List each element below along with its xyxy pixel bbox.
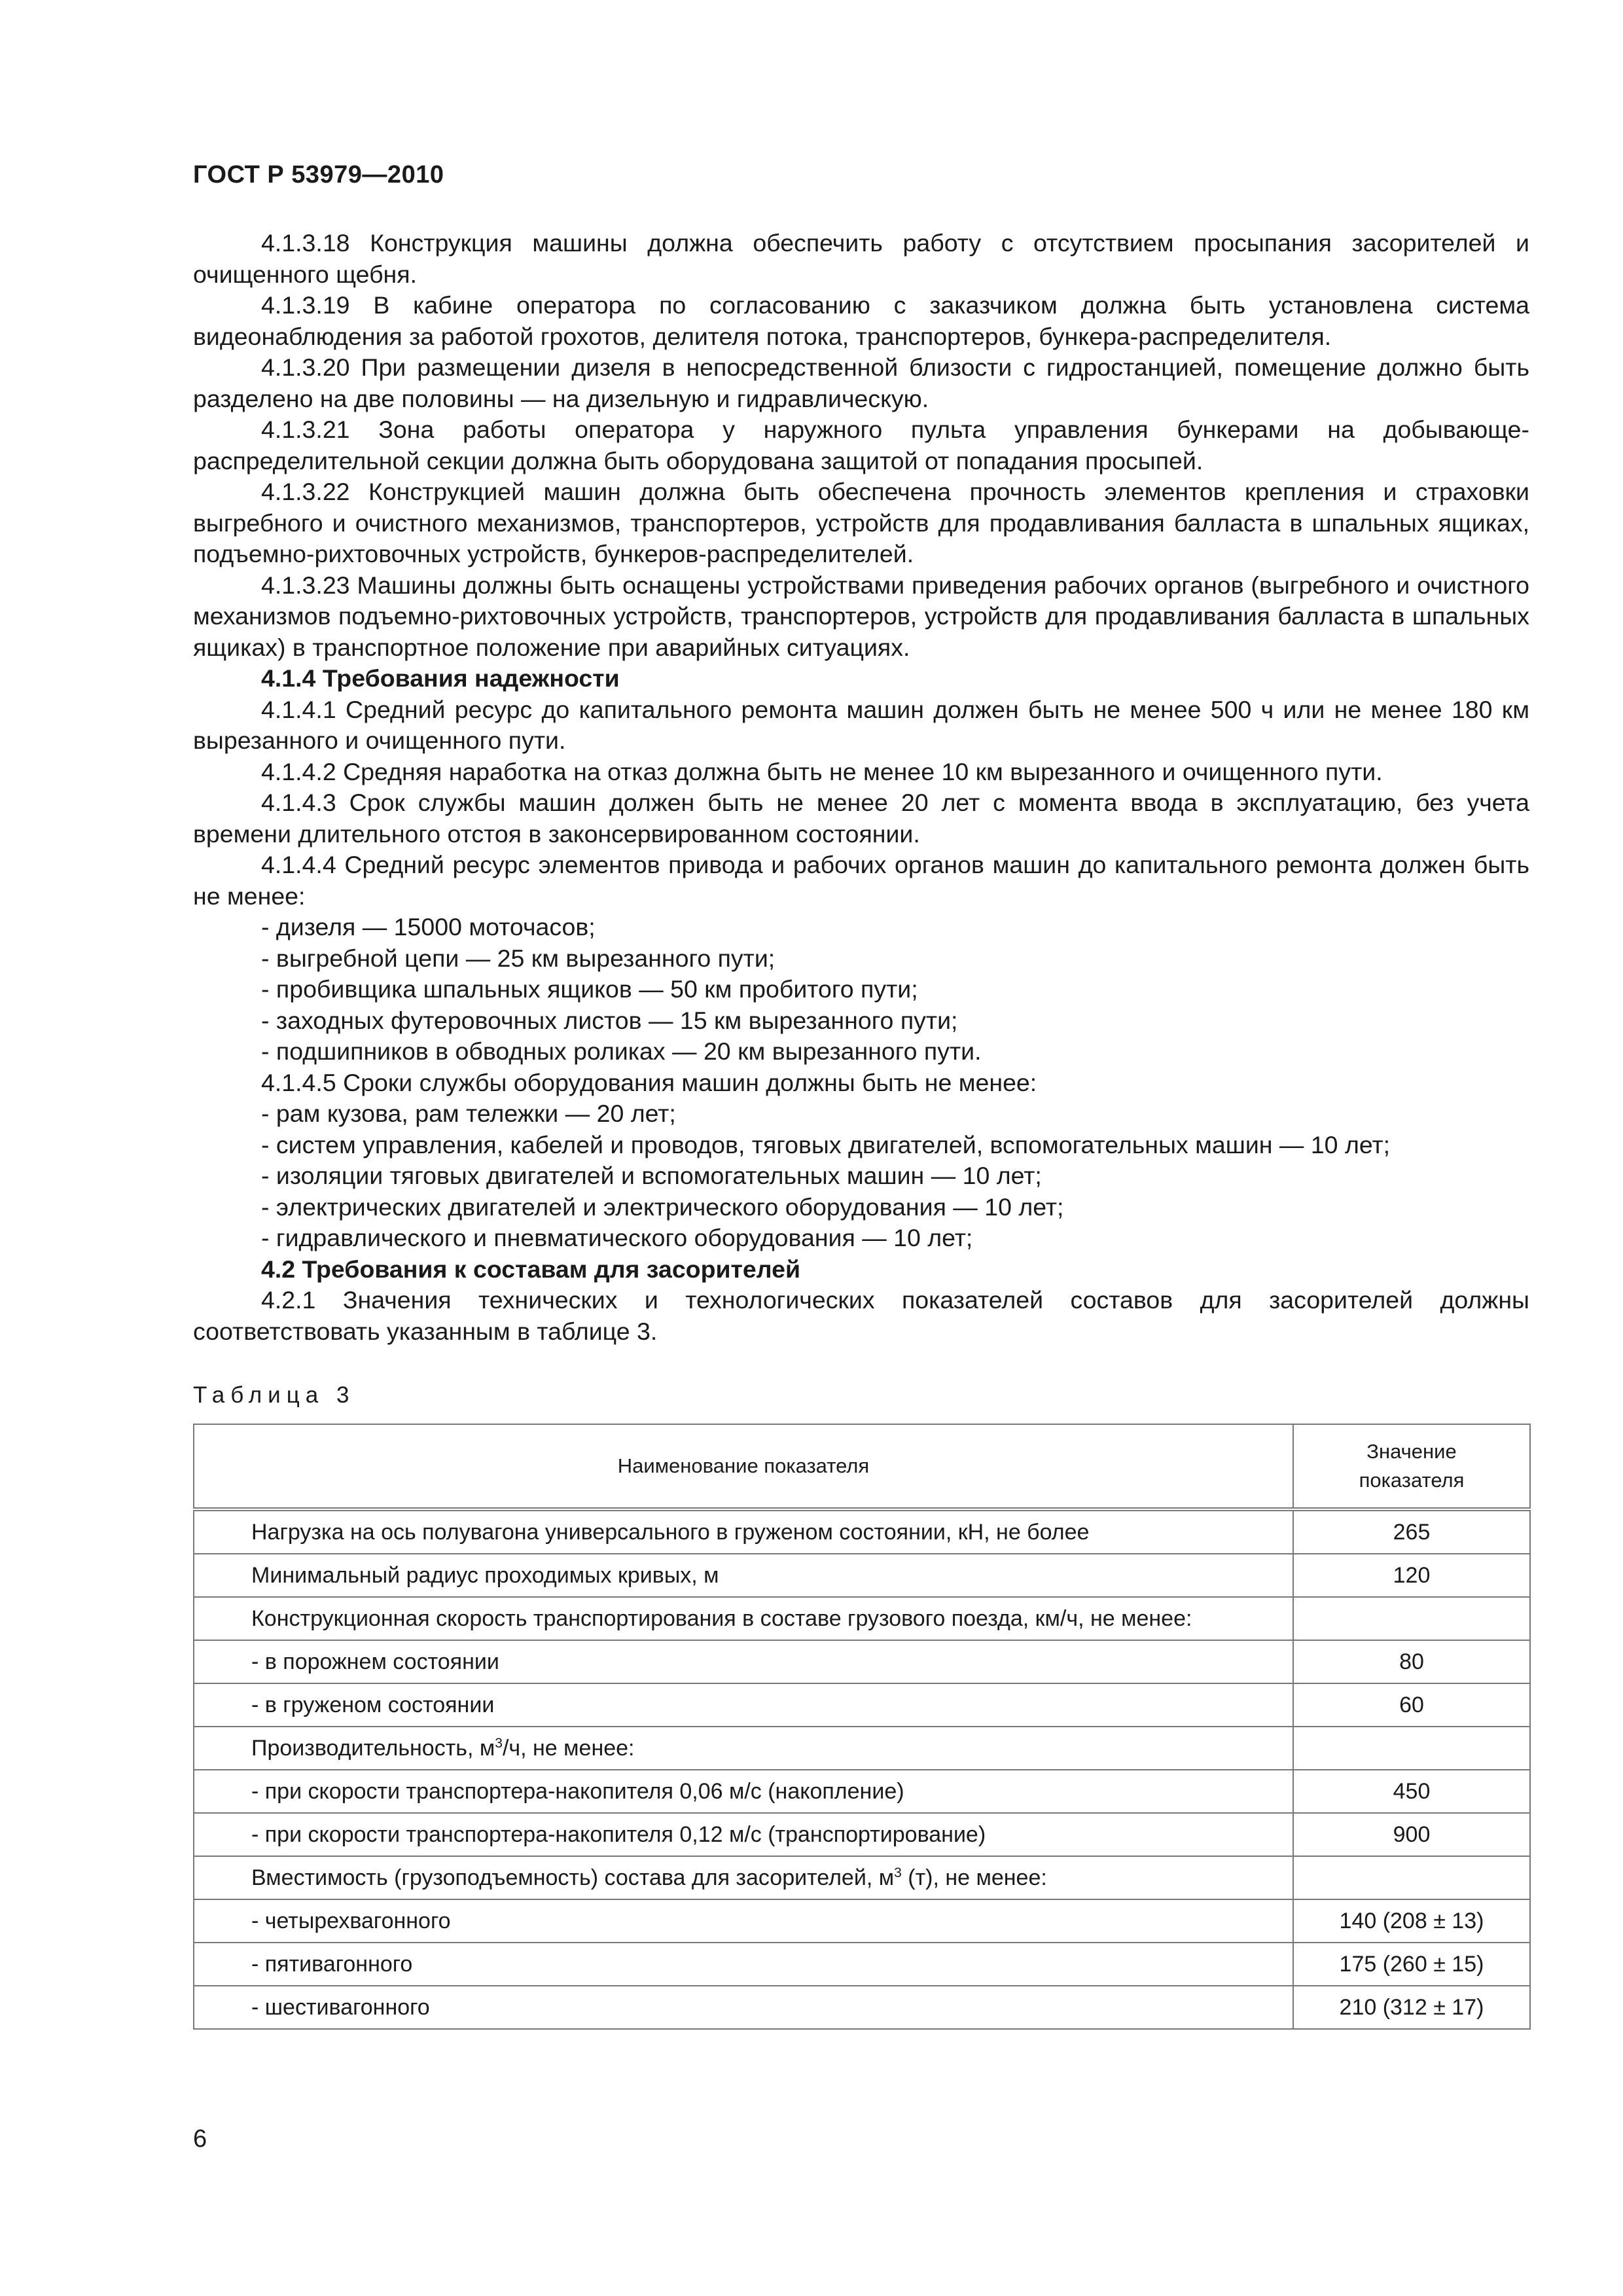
paragraph-4-1-4-3: 4.1.4.3 Срок службы машин должен быть не менее 20 лет с момента ввода в эксплуатацию, без учета времени длительного отстоя в законсервированном состоянии.	[193, 789, 1529, 848]
table-row	[194, 1509, 1530, 1554]
table-cell-name: - при скорости транспортера-накопителя 0,06 м/с (накопление)	[194, 1770, 1293, 1813]
table-row	[194, 1597, 1530, 1640]
table-cell-value: 140 (208 ± 13)	[1293, 1899, 1530, 1943]
column-header-value	[1293, 1424, 1530, 1509]
column-header-value-text: Значение показателя	[1359, 1440, 1465, 1492]
table-row	[194, 1856, 1530, 1899]
table-cell-value: 265	[1293, 1509, 1530, 1554]
document-header: ГОСТ Р 53979—2010	[193, 161, 444, 188]
list-item: - гидравлического и пневматического оборудования — 10 лет;	[261, 1224, 973, 1251]
section-heading-4-1-4: 4.1.4 Требования надежности	[261, 664, 620, 692]
list-item: - электрических двигателей и электрического оборудования — 10 лет;	[261, 1193, 1064, 1221]
table-cell-name: Минимальный радиус проходимых кривых, м	[194, 1554, 1293, 1597]
paragraph-4-1-3-20: 4.1.3.20 При размещении дизеля в непосредственной близости с гидростанцией, помещение должно быть разделено на две половины — на дизельную и гидравлическую.	[193, 353, 1529, 412]
superscript-3: 3	[894, 1865, 902, 1880]
page-number: 6	[193, 2125, 207, 2153]
table-cell-name: Конструкционная скорость транспортирования в составе грузового поезда, км/ч, не менее:	[194, 1597, 1293, 1640]
table-row	[194, 1899, 1530, 1943]
table-cell-value: 60	[1293, 1683, 1530, 1727]
cell-text-before-sup: Производительность, м	[251, 1735, 495, 1761]
table-row	[194, 1683, 1530, 1727]
superscript-3: 3	[495, 1735, 503, 1751]
column-header-name: Наименование показателя	[194, 1424, 1293, 1509]
table-cell-value: 80	[1293, 1640, 1530, 1683]
table-row	[194, 1770, 1530, 1813]
table-cell-name: - в груженом состоянии	[194, 1683, 1293, 1727]
table-cell-name	[194, 1856, 1293, 1899]
table-cell-value: 900	[1293, 1813, 1530, 1856]
table-cell-name: - четырехвагонного	[194, 1899, 1293, 1943]
table-row	[194, 1554, 1530, 1597]
table-cell-name: - в порожнем состоянии	[194, 1640, 1293, 1683]
body-text	[193, 228, 1529, 1347]
table-cell-value	[1293, 1597, 1530, 1640]
cell-text-before-sup: Вместимость (грузоподъемность) состава для засорителей, м	[251, 1865, 895, 1890]
paragraph-4-1-3-19: 4.1.3.19 В кабине оператора по согласованию с заказчиком должна быть установлена система видеонаблюдения за работой грохотов, делителя потока, транспортеров, бункера-распределителя.	[193, 291, 1529, 350]
list-item: - дизеля — 15000 моточасов;	[261, 913, 596, 941]
table-row	[194, 1986, 1530, 2029]
table-cell-name	[194, 1727, 1293, 1770]
table-cell-name: - шестивагонного	[194, 1986, 1293, 2029]
list-item: - заходных футеровочных листов — 15 км вырезанного пути;	[261, 1006, 958, 1034]
table-header-row	[194, 1424, 1530, 1509]
list-item: - пробивщика шпальных ящиков — 50 км пробитого пути;	[261, 975, 918, 1003]
paragraph-4-1-4-1: 4.1.4.1 Средний ресурс до капитального ремонта машин должен быть не менее 500 ч или не менее 180 км вырезанного и очищенного пути.	[193, 695, 1529, 754]
paragraph-4-1-3-22: 4.1.3.22 Конструкцией машин должна быть обеспечена прочность элементов крепления и страховки выгребного и очистного механизмов, транспортеров, устройств для продавливания балласта в шпальных ящиках, подъемно-рихтовочных устройств, бункеров-распределителей.	[193, 478, 1529, 567]
table-cell-value: 175 (260 ± 15)	[1293, 1943, 1530, 1986]
paragraph-4-1-3-21: 4.1.3.21 Зона работы оператора у наружного пульта управления бункерами на добывающе-распределительной секции должна быть оборудована защитой от попадания просыпей.	[193, 416, 1529, 475]
table-row	[194, 1727, 1530, 1770]
table-row	[194, 1640, 1530, 1683]
paragraph-4-1-3-23: 4.1.3.23 Машины должны быть оснащены устройствами приведения рабочих органов (выгребного и очистного механизмов подъемно-рихтовочных устройств, транспортеров, устройств для продавливания балласта в шпальных ящиках) в транспортное положение при аварийных ситуациях.	[193, 571, 1529, 661]
table-row	[194, 1813, 1530, 1856]
cell-text-after-sup: (т), не менее:	[901, 1865, 1047, 1890]
table-cell-name: - при скорости транспортера-накопителя 0,12 м/с (транспортирование)	[194, 1813, 1293, 1856]
section-heading-4-2: 4.2 Требования к составам для засорителей	[261, 1255, 800, 1283]
table-cell-name: Нагрузка на ось полувагона универсального в груженом состоянии, кН, не более	[194, 1509, 1293, 1554]
table-caption: Таблица 3	[193, 1382, 355, 1408]
list-item: - подшипников в обводных роликах — 20 км вырезанного пути.	[261, 1037, 982, 1065]
list-item: - изоляции тяговых двигателей и вспомогательных машин — 10 лет;	[261, 1162, 1042, 1189]
list-item: - рам кузова, рам тележки — 20 лет;	[261, 1100, 676, 1127]
list-item: - систем управления, кабелей и проводов, тяговых двигателей, вспомогательных машин — 10 лет;	[261, 1130, 1391, 1158]
table-row	[194, 1943, 1530, 1986]
table-cell-value: 450	[1293, 1770, 1530, 1813]
table-cell-value	[1293, 1856, 1530, 1899]
table-cell-value: 210 (312 ± 17)	[1293, 1986, 1530, 2029]
cell-text-after-sup: /ч, не менее:	[502, 1735, 635, 1761]
paragraph-4-1-4-4: 4.1.4.4 Средний ресурс элементов привода и рабочих органов машин до капитального ремонта должен быть не менее:	[193, 851, 1529, 910]
table-cell-value: 120	[1293, 1554, 1530, 1597]
table-cell-name: - пятивагонного	[194, 1943, 1293, 1986]
indicators-table	[193, 1424, 1531, 2030]
list-item: - выгребной цепи — 25 км вырезанного пути;	[261, 944, 776, 972]
paragraph-4-1-4-5: 4.1.4.5 Сроки службы оборудования машин должны быть не менее:	[261, 1068, 1037, 1096]
paragraph-4-2-1: 4.2.1 Значения технических и технологических показателей составов для засорителей должны соответствовать указанным в таблице 3.	[193, 1286, 1529, 1345]
paragraph-4-1-4-2: 4.1.4.2 Средняя наработка на отказ должна быть не менее 10 км вырезанного и очищенного пути.	[261, 757, 1383, 785]
paragraph-4-1-3-18: 4.1.3.18 Конструкция машины должна обеспечить работу с отсутствием просыпания засорителей и очищенного щебня.	[193, 229, 1529, 288]
table-cell-value	[1293, 1727, 1530, 1770]
